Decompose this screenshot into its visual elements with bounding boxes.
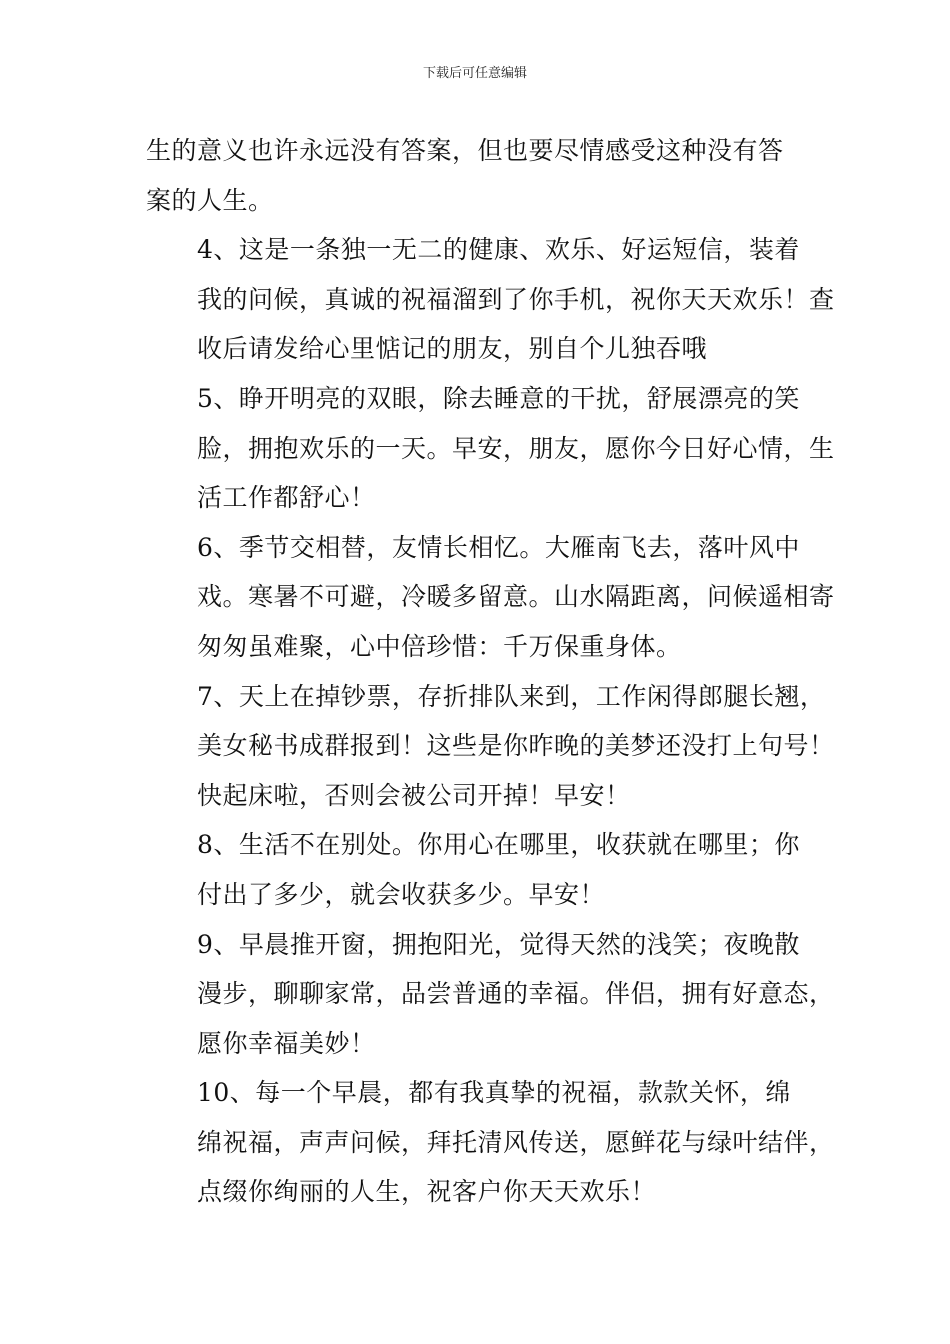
- page-header: 下载后可任意编辑: [422, 66, 527, 81]
- text-line: 生的意义也许永远没有答案，但也要尽情感受这种没有答: [146, 136, 784, 165]
- text-line: 匆匆虽难聚，心中倍珍惜：千万保重身体。: [197, 631, 682, 661]
- paragraph-item-10: [146, 1068, 836, 1217]
- text-line: 戏。寒暑不可避，冷暖多留意。山水隔距离，问候遥相寄: [197, 582, 835, 612]
- text-line: 美女秘书成群报到！这些是你昨晚的美梦还没打上句号！: [197, 731, 835, 761]
- text-line: 7、天上在掉钞票，存折排队来到，工作闲得郎腿长翘，: [197, 681, 826, 711]
- text-line: 脸，拥抱欢乐的一天。早安，朋友，愿你今日好心情，生: [197, 433, 835, 463]
- text-line: 案的人生。: [146, 185, 274, 215]
- text-line: 8、生活不在别处。你用心在哪里，收获就在哪里；你: [197, 830, 800, 860]
- text-line: 绵祝福，声声问候，拜托清风传送，愿鲜花与绿叶结伴，: [197, 1127, 835, 1157]
- paragraph-item-4: [146, 225, 836, 374]
- text-line: 漫步，聊聊家常，品尝普通的幸福。伴侣，拥有好意态，: [197, 979, 835, 1009]
- paragraph-item-7: [146, 672, 836, 821]
- text-line: 我的问候，真诚的祝福溜到了你手机，祝你天天欢乐！查: [197, 284, 835, 314]
- text-line: 9、早晨推开窗，拥抱阳光，觉得天然的浅笑；夜晚散: [197, 929, 800, 959]
- paragraph-item-6: [146, 523, 836, 672]
- text-line: 活工作都舒心！: [197, 483, 376, 513]
- text-line: 收后请发给心里惦记的朋友，别自个儿独吞哦: [197, 334, 708, 364]
- paragraph-item-5: [146, 374, 836, 523]
- text-line: 4、这是一条独一无二的健康、欢乐、好运短信，装着: [197, 235, 800, 265]
- text-line: 点缀你绚丽的人生，祝客户你天天欢乐！: [197, 1177, 657, 1207]
- text-line: 付出了多少，就会收获多少。早安！: [197, 879, 606, 909]
- paragraph-item-8: [146, 820, 836, 919]
- document-body: [146, 126, 836, 1217]
- text-line: 6、季节交相替，友情长相忆。大雁南飞去，落叶风中: [197, 532, 800, 562]
- paragraph-item-9: [146, 920, 836, 1069]
- paragraph-continuation: [146, 126, 836, 225]
- text-line: 10、每一个早晨，都有我真挚的祝福，款款关怀，绵: [197, 1078, 791, 1108]
- text-line: 愿你幸福美妙！: [197, 1028, 376, 1058]
- text-line: 快起床啦，否则会被公司开掉！早安！: [197, 780, 631, 810]
- text-line: 5、睁开明亮的双眼，除去睡意的干扰，舒展漂亮的笑: [197, 383, 800, 413]
